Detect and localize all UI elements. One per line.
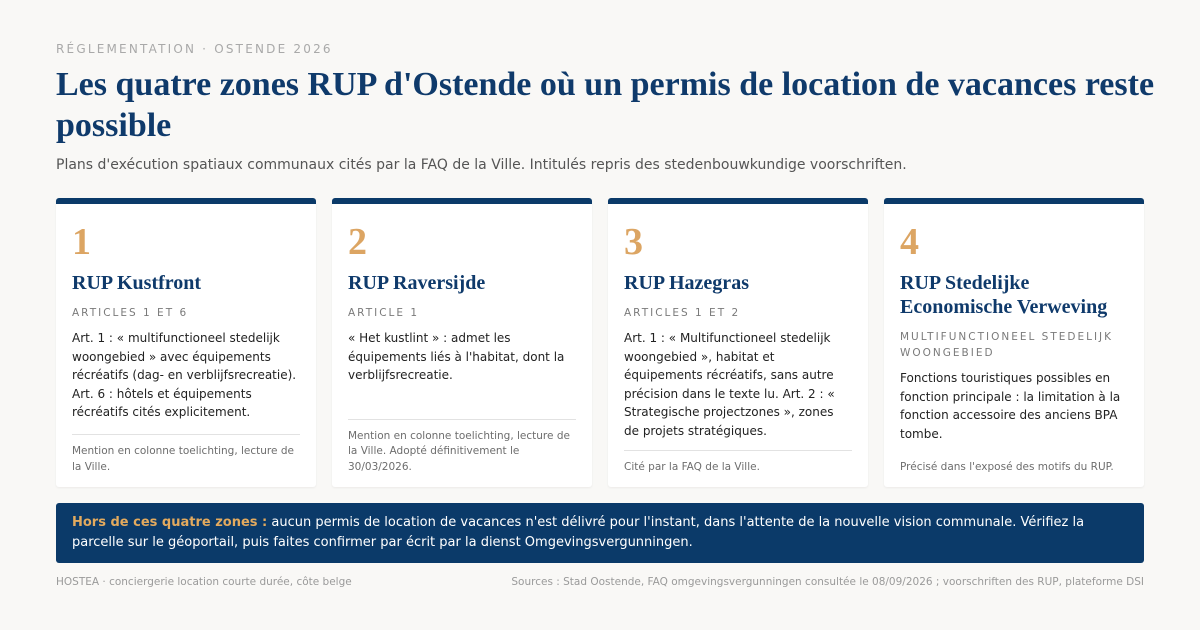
zone-card-stedelijke-economische-verweving (884, 198, 1144, 487)
footer-sources: Sources : Stad Oostende, FAQ omgevingsvergunningen consultée le 08/09/2026 ; voorschriften des RUP, plateforme DSI (511, 576, 1144, 588)
zone-description: Art. 1 : « Multifunctioneel stedelijk woongebied », habitat et équipements récréatifs, sans autre précision dans le texte lu. Art. 2 : « Strategische projectzones », zones de projets stratégiques. (624, 331, 835, 438)
zone-articles: ARTICLES 1 ET 6 (72, 307, 189, 319)
zone-card-hazegras (608, 198, 868, 487)
banner-lead: Hors de ces quatre zones : (72, 515, 268, 530)
zone-title: RUP Kustfront (72, 272, 202, 294)
zone-articles: ARTICLE 1 (348, 307, 420, 319)
zone-description: Art. 1 : « multifunctioneel stedelijk woongebied » avec équipements récréatifs (dag- en verblijfsrecreatie). Art. 6 : hôtels et équipements récréatifs cités explicitement. (72, 331, 297, 419)
zone-title: RUP Hazegras (624, 272, 749, 294)
zone-articles: ARTICLES 1 ET 2 (624, 307, 741, 319)
zone-number: 1 (72, 221, 91, 263)
zone-description: Fonctions touristiques possibles en fonction principale : la limitation à la fonction accessoire des anciens BPA tombe. (900, 371, 1121, 441)
zone-note: Cité par la FAQ de la Ville. (624, 460, 760, 473)
card-divider (624, 450, 852, 451)
page-title: Les quatre zones RUP d'Ostende où un permis de location de vacances reste possible (56, 66, 1155, 144)
zone-note: Mention en colonne toelichting, lecture de la Ville. (72, 445, 294, 473)
footer-brand: HOSTEA · conciergerie location courte durée, côte belge (56, 576, 352, 588)
zone-cards (56, 198, 1144, 487)
eyebrow-label: RÉGLEMENTATION · OSTENDE 2026 (56, 42, 333, 56)
zone-description: « Het kustlint » : admet les équipements liés à l'habitat, dont la verblijfsrecreatie. (348, 331, 565, 382)
zone-number: 2 (348, 221, 367, 263)
zone-articles: MULTIFUNCTIONEEL STEDELIJK WOONGEBIED (900, 331, 1114, 359)
zone-note: Mention en colonne toelichting, lecture de la Ville. Adopté définitivement le 30/03/2026. (348, 429, 570, 473)
zone-note: Précisé dans l'exposé des motifs du RUP. (900, 461, 1114, 473)
zone-number: 3 (624, 221, 643, 263)
notice-banner (56, 503, 1144, 563)
zone-title: RUP Stedelijke Economische Verweving (900, 272, 1108, 318)
zone-card-kustfront (56, 198, 316, 487)
page-subtitle: Plans d'exécution spatiaux communaux cités par la FAQ de la Ville. Intitulés repris des stedenbouwkundige voorschriften. (56, 157, 907, 173)
zone-number: 4 (900, 221, 919, 263)
zone-card-raversijde (332, 198, 592, 487)
card-divider (348, 419, 576, 420)
card-divider (72, 434, 300, 435)
banner-text: aucun permis de location de vacances n'est délivré pour l'instant, dans l'attente de la nouvelle vision communale. Vérifiez la parcelle sur le géoportail, puis faites confirmer par écrit par la dienst Omgevingsvergunningen. (72, 515, 1085, 550)
zone-title: RUP Raversijde (348, 272, 486, 294)
